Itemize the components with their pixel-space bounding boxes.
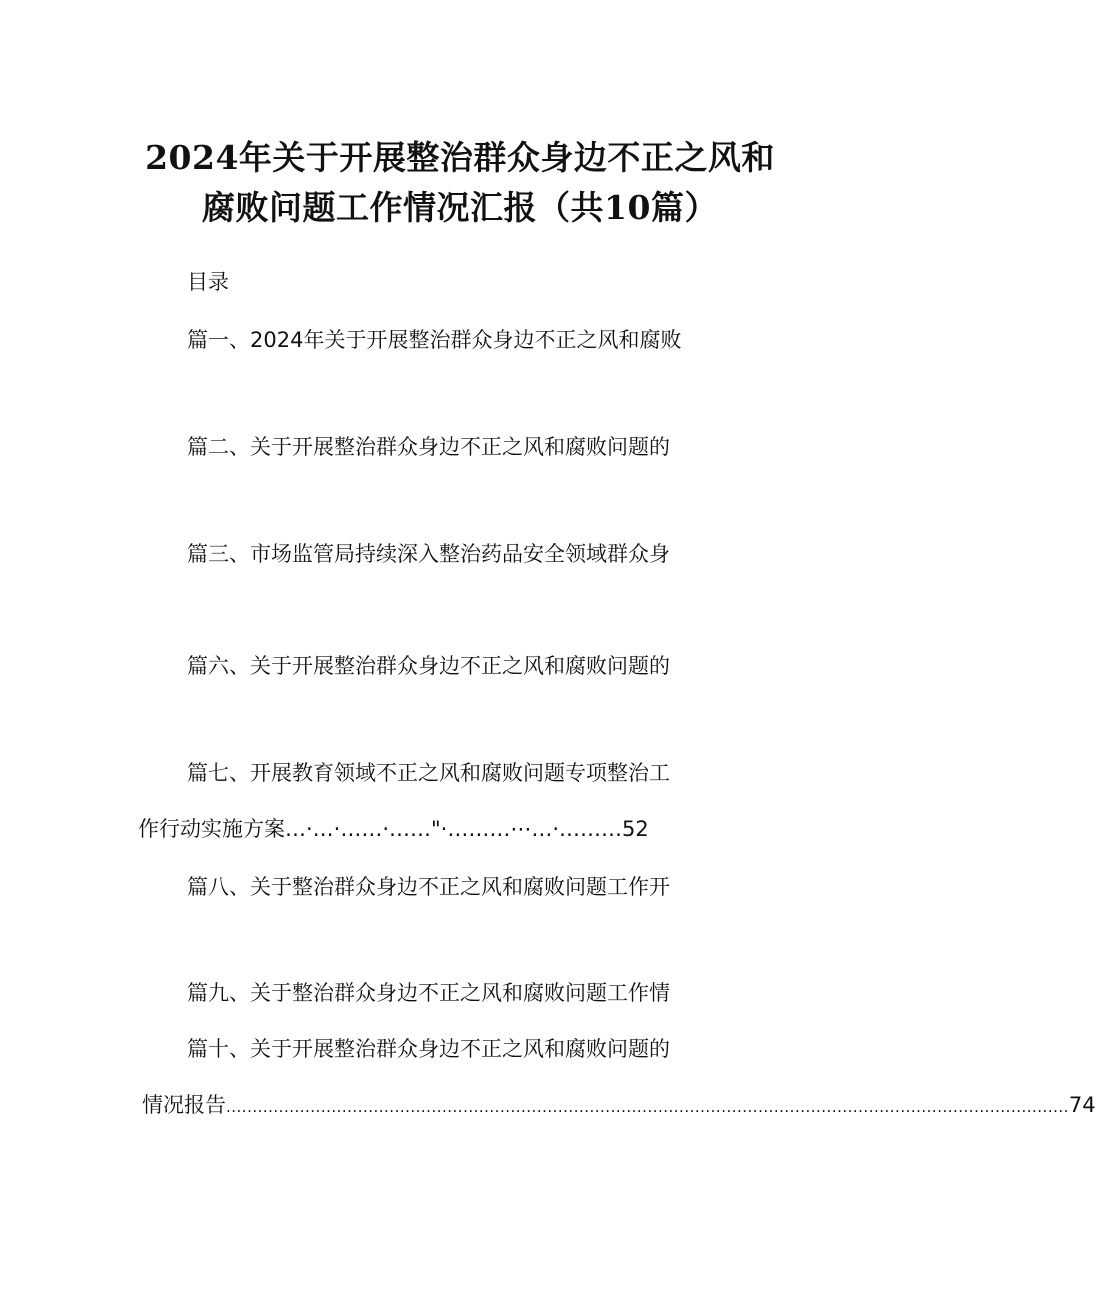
toc-entry-8[interactable]: 篇八、关于整治群众身边不正之风和腐败问题工作开 (187, 875, 670, 899)
toc-entry-10-text: 情况报告 (142, 1093, 226, 1117)
toc-entry-1[interactable]: 篇一、2024年关于开展整治群众身边不正之风和腐败 (187, 328, 682, 352)
toc-entry-10-continuation[interactable] (142, 1091, 1096, 1119)
document-title-line-2: 腐败问题工作情况汇报（共10篇） (202, 188, 718, 227)
toc-entry-3[interactable]: 篇三、市场监管局持续深入整治药品安全领域群众身 (187, 542, 670, 566)
toc-label: 目录 (187, 270, 229, 294)
toc-entry-7[interactable]: 篇七、开展教育领域不正之风和腐败问题专项整治工 (187, 761, 670, 785)
toc-entry-7-continuation[interactable]: 作行动实施方案…·…·……·……"·………⋯…·………52 (138, 817, 649, 841)
toc-entry-10[interactable]: 篇十、关于开展整治群众身边不正之风和腐败问题的 (187, 1037, 670, 1061)
dot-leader: ................................................................................................................................................................ (226, 1098, 1069, 1116)
page-number: 74 (1068, 1093, 1096, 1117)
toc-entry-2[interactable]: 篇二、关于开展整治群众身边不正之风和腐败问题的 (187, 435, 670, 459)
toc-entry-9[interactable]: 篇九、关于整治群众身边不正之风和腐败问题工作情 (187, 981, 670, 1005)
document-title-line-1: 2024年关于开展整治群众身边不正之风和 (145, 138, 775, 177)
toc-entry-6[interactable]: 篇六、关于开展整治群众身边不正之风和腐败问题的 (187, 654, 670, 678)
